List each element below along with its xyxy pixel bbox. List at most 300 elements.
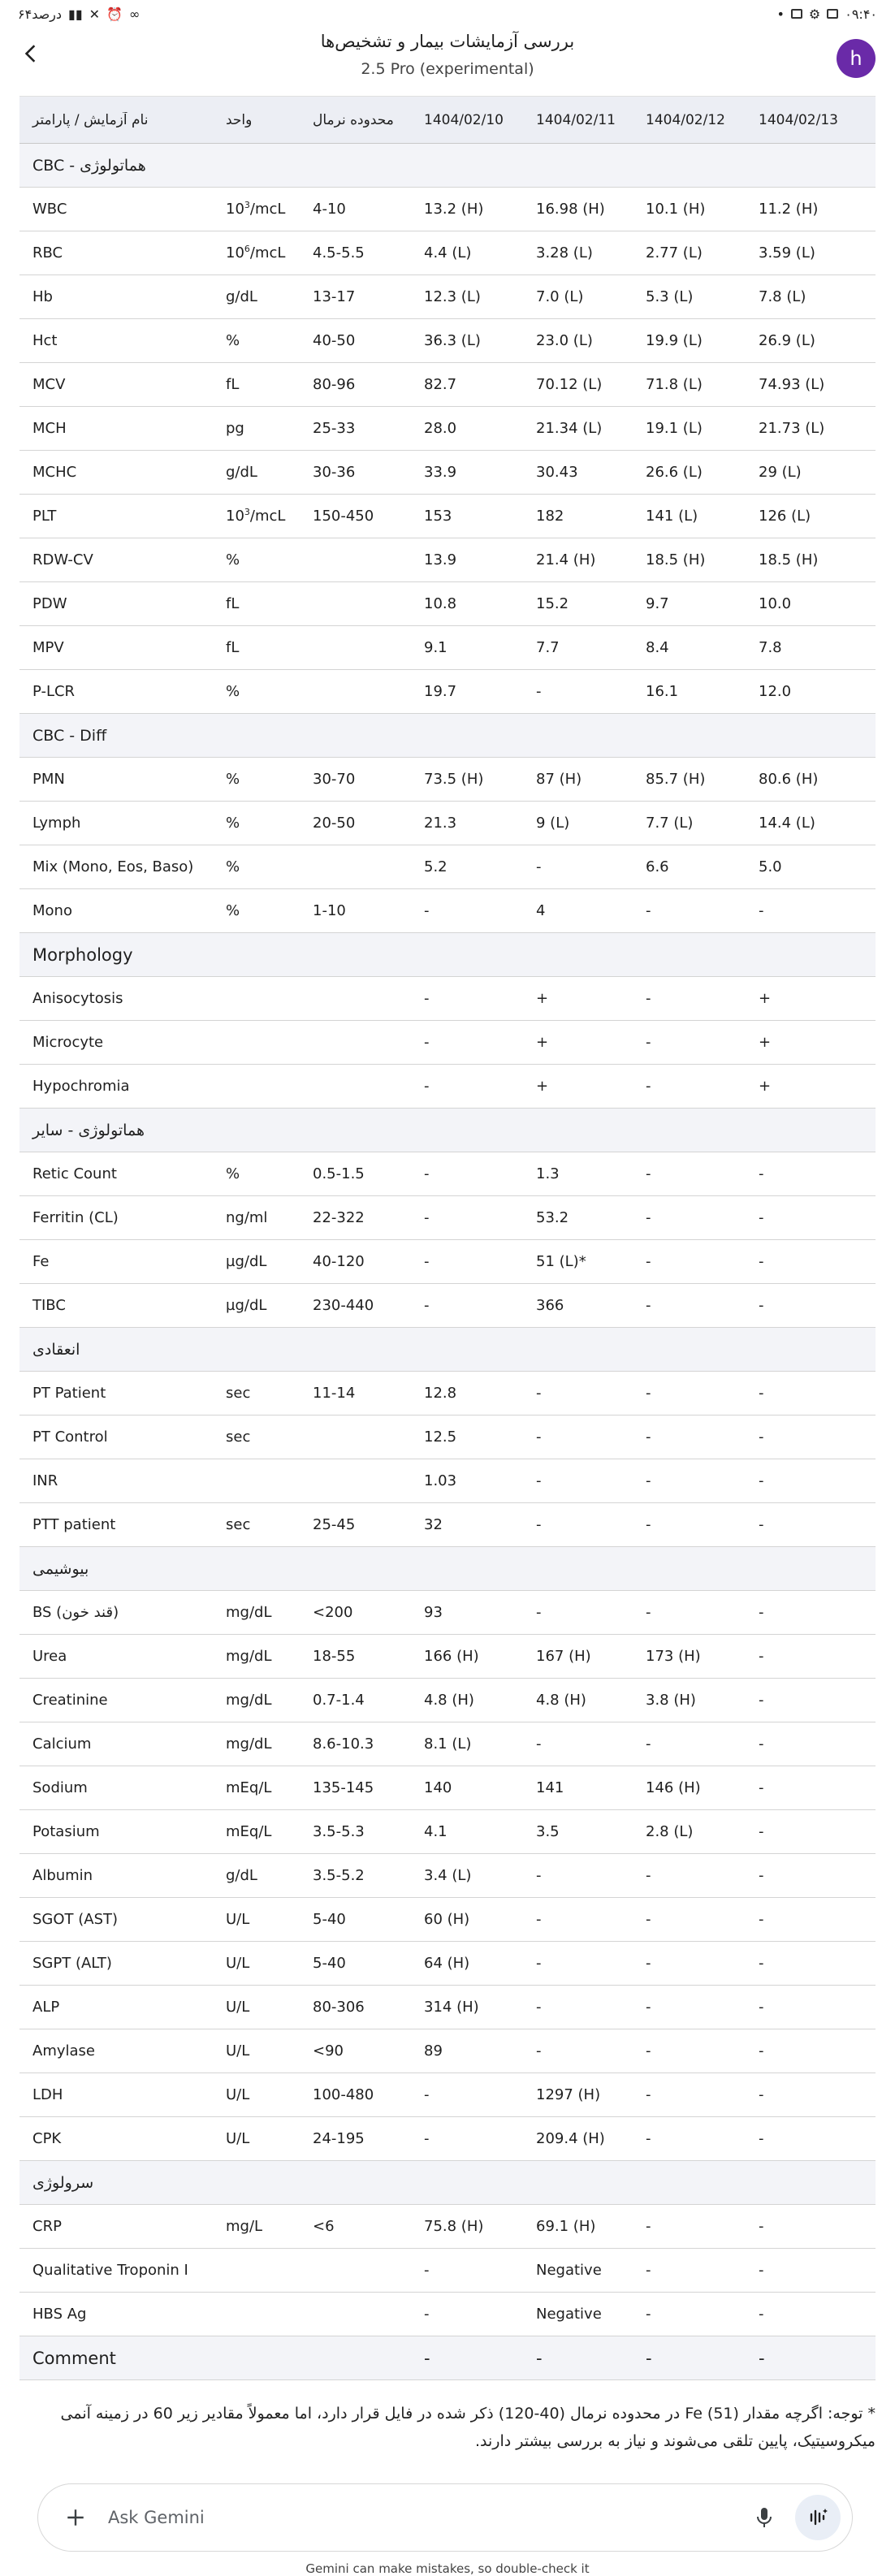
result-value: -: [646, 902, 651, 919]
test-name: WBC: [32, 201, 67, 218]
battery-text: ۶۴درصد: [18, 6, 63, 22]
table-row: [19, 802, 876, 845]
result-value: -: [646, 1516, 651, 1533]
unit: g/dL: [226, 464, 257, 481]
unit: %: [226, 332, 240, 349]
result-value: 80.6 (H): [759, 771, 819, 788]
normal-range: 30-70: [313, 771, 356, 788]
normal-range: 0.5-1.5: [313, 1165, 365, 1182]
result-value: -: [424, 1297, 430, 1314]
disclaimer-text: Gemini can make mistakes, so double-check it: [305, 2561, 590, 2576]
mic-icon: [754, 2506, 774, 2529]
table-row: [19, 2073, 876, 2117]
table-row: [19, 495, 876, 538]
table-row: [19, 2029, 876, 2073]
result-value: -: [536, 1999, 542, 2016]
result-value: 141 (L): [646, 508, 698, 525]
normal-range: 4-10: [313, 201, 346, 218]
normal-range: 4.5-5.5: [313, 244, 365, 261]
test-name: Sodium: [32, 1779, 88, 1796]
section-header: [19, 1547, 876, 1591]
unit: [213, 244, 300, 261]
result-value: -: [424, 1253, 430, 1270]
result-value: -: [646, 1955, 651, 1972]
result-value: 8.4: [646, 639, 669, 656]
test-name: CPK: [32, 2130, 62, 2147]
result-value: -: [759, 2262, 764, 2279]
table-row: [19, 2205, 876, 2249]
result-value: 21.34 (L): [536, 420, 603, 437]
result-value: 7.7 (L): [646, 815, 694, 832]
column-header: محدوده نرمال: [313, 111, 394, 128]
table-row: [19, 2117, 876, 2161]
result-value: -: [759, 2306, 764, 2323]
result-value: 12.8: [424, 1385, 457, 1402]
normal-range: <90: [313, 2042, 344, 2060]
table-row: [19, 1635, 876, 1679]
unit: U/L: [226, 1911, 250, 1928]
result-value: -: [759, 1297, 764, 1314]
result-value: 5.0: [759, 858, 782, 875]
result-value: -: [424, 1078, 430, 1095]
sparkle-waveform-icon: [806, 2506, 829, 2529]
result-value: -: [646, 990, 651, 1007]
result-value: -: [759, 1911, 764, 1928]
normal-range: 80-306: [313, 1999, 365, 2016]
test-name: Anisocytosis: [32, 990, 123, 1007]
footnote: * توجه: اگرچه مقدار Fe (51) در محدوده نرمال (40-120) ذکر شده در فایل قرار دارد، اما معمولاً مقادیر زیر 60 در زمینه آنمی میکروسیتیک، پایین تلقی می‌شوند و نیاز به بررسی بیشتر دارند.: [60, 2405, 876, 2450]
unit: %: [226, 551, 240, 568]
dot-icon: •: [776, 6, 785, 22]
normal-range: 22-322: [313, 1209, 365, 1226]
unit: fL: [226, 639, 240, 656]
image-icon: [827, 9, 838, 19]
table-row: [19, 1766, 876, 1810]
unit: fL: [226, 376, 240, 393]
normal-range: 40-120: [313, 1253, 365, 1270]
table-row: [19, 1240, 876, 1284]
chat-title-text: بررسی آزمایشات بیمار و تشخیص‌ها: [320, 32, 575, 51]
result-value: 7.8 (L): [759, 288, 806, 305]
test-name: LDH: [32, 2086, 63, 2103]
alarm-icon: ⏰: [106, 6, 123, 22]
result-value: 166 (H): [424, 1648, 479, 1665]
result-value: -: [536, 1516, 542, 1533]
result-value: 5.2: [424, 858, 448, 875]
table-row: [19, 626, 876, 670]
normal-range: 100-480: [313, 2086, 374, 2103]
result-value: -: [646, 1034, 651, 1051]
table-row: [19, 1942, 876, 1986]
normal-range: 25-33: [313, 420, 356, 437]
test-name: Fe: [32, 1253, 50, 1270]
section-header: [19, 1109, 876, 1152]
comment-row: [19, 2336, 876, 2380]
result-value: 4.1: [424, 1823, 448, 1840]
test-name: Mono: [32, 902, 72, 919]
test-name: Hypochromia: [32, 1078, 130, 1095]
result-value: 209.4 (H): [536, 2130, 605, 2147]
unit-suffix: /mcL: [249, 201, 286, 218]
result-value: 73.5 (H): [424, 771, 484, 788]
column-header: 1404/02/11: [536, 111, 616, 128]
comment-value: -: [536, 2348, 543, 2368]
result-value: 8.1 (L): [424, 1735, 472, 1753]
result-value: -: [759, 1209, 764, 1226]
normal-range: 135-145: [313, 1779, 374, 1796]
test-name: Hb: [32, 288, 53, 305]
test-name: RBC: [32, 244, 63, 261]
result-value: -: [646, 1253, 651, 1270]
result-value: -: [536, 1867, 542, 1884]
test-name: SGPT (ALT): [32, 1955, 112, 1972]
test-name: RDW-CV: [32, 551, 93, 568]
result-value: Negative: [536, 2262, 602, 2279]
result-value: -: [759, 1472, 764, 1489]
result-value: +: [536, 990, 549, 1007]
column-header: نام آزمایش / پارامتر: [32, 111, 149, 128]
result-value: 173 (H): [646, 1648, 701, 1665]
unit: sec: [226, 1428, 251, 1446]
result-value: -: [536, 1472, 542, 1489]
result-value: 7.7: [536, 639, 560, 656]
table-row: [19, 1152, 876, 1196]
table-row: [19, 1065, 876, 1109]
result-value: -: [536, 683, 542, 700]
result-value: -: [759, 1516, 764, 1533]
table-row: [19, 1591, 876, 1635]
comment-label: Comment: [32, 2348, 116, 2368]
test-name: MCH: [32, 420, 67, 437]
result-value: 9.1: [424, 639, 448, 656]
result-value: 87 (H): [536, 771, 582, 788]
link-icon: ∞: [128, 6, 141, 22]
unit-exponent: 6: [244, 244, 250, 254]
result-value: 10.1 (H): [646, 201, 706, 218]
section-title: بیوشیمی: [32, 1559, 89, 1578]
result-value: 21.73 (L): [759, 420, 825, 437]
test-name: PT Control: [32, 1428, 108, 1446]
result-value: -: [759, 2042, 764, 2060]
test-name: ALP: [32, 1999, 60, 2016]
result-value: 60 (H): [424, 1911, 470, 1928]
result-value: -: [646, 1297, 651, 1314]
live-button[interactable]: [795, 2495, 841, 2540]
result-value: -: [759, 1428, 764, 1446]
unit: U/L: [226, 2130, 250, 2147]
test-name: PTT patient: [32, 1516, 116, 1533]
unit: %: [226, 771, 240, 788]
test-name: SGOT (AST): [32, 1911, 119, 1928]
mute-icon: ✕: [89, 6, 101, 22]
result-value: 89: [424, 2042, 443, 2060]
result-value: 4: [536, 902, 546, 919]
result-value: 140: [424, 1779, 452, 1796]
app-icon: [791, 9, 802, 19]
result-value: 146 (H): [646, 1779, 701, 1796]
result-value: 18.5 (H): [646, 551, 706, 568]
table-row: [19, 845, 876, 889]
result-value: 3.8 (H): [646, 1692, 696, 1709]
settings-icon: ⚙: [808, 6, 821, 22]
result-value: -: [424, 1034, 430, 1051]
normal-range: 150-450: [313, 508, 374, 525]
section-header: [19, 714, 876, 758]
unit: %: [226, 1165, 240, 1182]
table-row: [19, 275, 876, 319]
section-title: هماتولوژی - سایر: [32, 1121, 145, 1139]
result-value: 19.7: [424, 683, 457, 700]
result-value: -: [424, 902, 430, 919]
result-value: 82.7: [424, 376, 457, 393]
normal-range: 13-17: [313, 288, 356, 305]
result-value: 3.28 (L): [536, 244, 593, 261]
result-value: -: [759, 1779, 764, 1796]
table-row: [19, 582, 876, 626]
section-header: [19, 1328, 876, 1372]
table-row: [19, 231, 876, 275]
table-row: [19, 1459, 876, 1503]
unit: µg/dL: [226, 1297, 267, 1314]
comment-value: -: [646, 2348, 652, 2368]
result-value: -: [759, 1999, 764, 2016]
unit: µg/dL: [226, 1253, 267, 1270]
result-value: -: [646, 2086, 651, 2103]
result-value: 21.3: [424, 815, 457, 832]
section-title: Morphology: [32, 944, 133, 965]
result-value: -: [646, 1078, 651, 1095]
unit: U/L: [226, 1955, 250, 1972]
plus-icon: [65, 2507, 86, 2528]
result-value: Negative: [536, 2306, 602, 2323]
add-button[interactable]: [51, 2493, 100, 2542]
result-value: -: [424, 2306, 430, 2323]
result-value: 26.9 (L): [759, 332, 815, 349]
section-title: CBC - Diff: [32, 726, 107, 745]
test-name: HBS Ag: [32, 2306, 87, 2323]
result-value: -: [536, 1604, 542, 1621]
result-value: -: [646, 1867, 651, 1884]
result-value: 10.0: [759, 595, 792, 612]
unit: pg: [226, 420, 244, 437]
result-value: 19.9 (L): [646, 332, 703, 349]
normal-range: 25-45: [313, 1516, 356, 1533]
table-row: [19, 977, 876, 1021]
table-row: [19, 889, 876, 933]
prompt-input[interactable]: Ask Gemini: [108, 2508, 205, 2527]
result-value: -: [759, 1385, 764, 1402]
section-title: سرولوژی: [32, 2173, 94, 2192]
result-value: 10.8: [424, 595, 457, 612]
result-value: 16.1: [646, 683, 679, 700]
test-name: Urea: [32, 1648, 67, 1665]
test-name: Retic Count: [32, 1165, 117, 1182]
result-value: 167 (H): [536, 1648, 591, 1665]
result-value: +: [536, 1034, 549, 1051]
result-value: 3.4 (L): [424, 1867, 472, 1884]
table-row: [19, 1986, 876, 2029]
result-value: 28.0: [424, 420, 457, 437]
result-value: -: [759, 1735, 764, 1753]
unit-base: 10: [226, 244, 244, 261]
comment-value: -: [424, 2348, 430, 2368]
unit: g/dL: [226, 288, 257, 305]
mic-button[interactable]: [745, 2498, 784, 2537]
result-value: 3.5: [536, 1823, 560, 1840]
result-value: 75.8 (H): [424, 2218, 484, 2235]
result-value: 4.8 (H): [424, 1692, 474, 1709]
column-header: 1404/02/13: [759, 111, 838, 128]
result-value: -: [424, 1209, 430, 1226]
result-value: -: [424, 990, 430, 1007]
unit: mEq/L: [226, 1779, 272, 1796]
result-value: -: [646, 2218, 651, 2235]
result-value: 1297 (H): [536, 2086, 601, 2103]
result-value: 4.8 (H): [536, 1692, 586, 1709]
section-title: انعقادی: [32, 1340, 80, 1359]
unit: U/L: [226, 2086, 250, 2103]
result-value: 9 (L): [536, 815, 570, 832]
unit: mg/L: [226, 2218, 263, 2235]
table-row: [19, 1372, 876, 1416]
result-value: -: [759, 2218, 764, 2235]
test-name: MCHC: [32, 464, 77, 481]
table-row: [19, 319, 876, 363]
result-value: -: [424, 2262, 430, 2279]
result-value: 153: [424, 508, 452, 525]
test-name: Albumin: [32, 1867, 93, 1884]
result-value: 70.12 (L): [536, 376, 603, 393]
table-row: [19, 1284, 876, 1328]
result-value: 32: [424, 1516, 443, 1533]
test-name: Lymph: [32, 815, 81, 832]
result-value: 51 (L)*: [536, 1253, 586, 1270]
result-value: 53.2: [536, 1209, 569, 1226]
table-row: [19, 2249, 876, 2293]
result-value: 16.98 (H): [536, 201, 605, 218]
lab-results-table: [19, 96, 876, 2380]
normal-range: 80-96: [313, 376, 356, 393]
result-value: -: [759, 1253, 764, 1270]
result-value: 182: [536, 508, 564, 525]
unit: ng/ml: [226, 1209, 268, 1226]
result-value: -: [646, 1385, 651, 1402]
test-name: Mix (Mono, Eos, Baso): [32, 858, 194, 875]
result-value: 33.9: [424, 464, 457, 481]
section-header: [19, 933, 876, 977]
result-value: 21.4 (H): [536, 551, 596, 568]
result-value: 18.5 (H): [759, 551, 819, 568]
unit-suffix: /mcL: [249, 244, 286, 261]
table-row: [19, 1722, 876, 1766]
result-value: 30.43: [536, 464, 578, 481]
result-value: -: [646, 2042, 651, 2060]
normal-range: <200: [313, 1604, 353, 1621]
column-header: واحد: [226, 111, 253, 128]
table-row: [19, 1416, 876, 1459]
result-value: 23.0 (L): [536, 332, 593, 349]
result-value: -: [759, 902, 764, 919]
test-name: MCV: [32, 376, 66, 393]
result-value: 12.5: [424, 1428, 457, 1446]
test-name: BS (قند خون): [32, 1604, 119, 1621]
top-app-bar: [0, 28, 895, 96]
unit-suffix: /mcL: [249, 508, 286, 525]
result-value: 366: [536, 1297, 564, 1314]
result-value: -: [424, 2086, 430, 2103]
prompt-bar: [37, 2483, 853, 2552]
unit: %: [226, 902, 240, 919]
test-name: MPV: [32, 639, 64, 656]
unit: U/L: [226, 2042, 250, 2060]
avatar[interactable]: h: [837, 39, 876, 78]
result-value: -: [424, 1165, 430, 1182]
test-name: CRP: [32, 2218, 62, 2235]
result-value: 12.0: [759, 683, 792, 700]
result-value: -: [759, 1867, 764, 1884]
normal-range: 8.6-10.3: [313, 1735, 374, 1753]
test-name: TIBC: [32, 1297, 66, 1314]
result-value: 71.8 (L): [646, 376, 703, 393]
normal-range: 18-55: [313, 1648, 356, 1665]
result-value: -: [646, 1911, 651, 1928]
test-name: Potasium: [32, 1823, 100, 1840]
unit: mEq/L: [226, 1823, 272, 1840]
table-row: [19, 1898, 876, 1942]
result-value: 11.2 (H): [759, 201, 819, 218]
result-value: +: [759, 1034, 772, 1051]
result-value: 13.2 (H): [424, 201, 484, 218]
result-value: 314 (H): [424, 1999, 479, 2016]
result-value: 19.1 (L): [646, 420, 703, 437]
result-value: -: [646, 2262, 651, 2279]
result-value: 7.0 (L): [536, 288, 584, 305]
column-header: 1404/02/12: [646, 111, 725, 128]
unit: [213, 201, 300, 218]
unit: %: [226, 683, 240, 700]
table-row: [19, 1679, 876, 1722]
test-name: Qualitative Troponin I: [32, 2262, 188, 2279]
result-value: 141: [536, 1779, 564, 1796]
result-value: -: [646, 1209, 651, 1226]
normal-range: 11-14: [313, 1385, 356, 1402]
result-value: 2.8 (L): [646, 1823, 694, 1840]
test-name: PDW: [32, 595, 67, 612]
unit: mg/dL: [226, 1648, 272, 1665]
normal-range: 24-195: [313, 2130, 365, 2147]
result-value: -: [646, 1999, 651, 2016]
result-value: 4.4 (L): [424, 244, 472, 261]
result-value: -: [536, 1735, 542, 1753]
comment-value: -: [759, 2348, 765, 2368]
table-row: [19, 407, 876, 451]
result-value: -: [536, 1385, 542, 1402]
result-value: 12.3 (L): [424, 288, 481, 305]
normal-range: 40-50: [313, 332, 356, 349]
result-value: 3.59 (L): [759, 244, 815, 261]
normal-range: 230-440: [313, 1297, 374, 1314]
table-row: [19, 670, 876, 714]
result-value: -: [536, 1428, 542, 1446]
column-header: 1404/02/10: [424, 111, 504, 128]
unit: [213, 508, 300, 525]
table-row: [19, 1196, 876, 1240]
model-name[interactable]: 2.5 Pro (experimental): [361, 60, 534, 78]
unit: g/dL: [226, 1867, 257, 1884]
test-name: Calcium: [32, 1735, 92, 1753]
table-row: [19, 188, 876, 231]
result-value: 9.7: [646, 595, 669, 612]
